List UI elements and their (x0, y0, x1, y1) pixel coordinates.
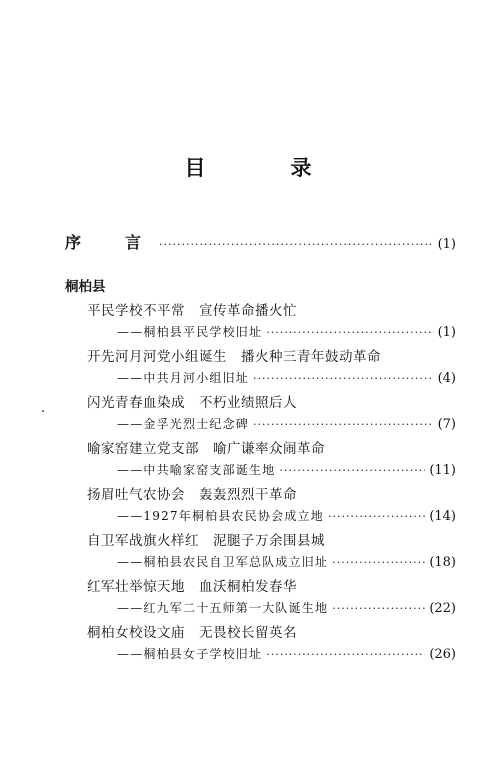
toc-entry-title[interactable]: 自卫军战旗火样红 泥腿子万余围县城 (87, 533, 325, 549)
leader-dots (332, 602, 425, 615)
toc-entry-row[interactable] (117, 323, 456, 345)
toc-entry-subtitle: ——中共喻家窑支部诞生地 (117, 463, 276, 477)
toc-entry-row[interactable] (117, 415, 456, 437)
leader-dots (328, 510, 425, 523)
leader-dots (266, 326, 433, 339)
toc-entry-subtitle: ——金孚光烈士纪念碑 (117, 417, 250, 431)
toc-entry-page: (11) (429, 463, 456, 478)
leader-dots (253, 418, 434, 431)
toc-entry-title[interactable]: 闪光青春血染成 不朽业绩照后人 (87, 395, 297, 411)
toc-entry-subtitle: ——桐柏县女子学校旧址 (117, 647, 263, 661)
toc-entry-page: (4) (437, 371, 456, 386)
toc-entry-title[interactable]: 扬眉吐气农协会 轰轰烈烈干革命 (87, 487, 297, 503)
toc-entry-page: (14) (429, 509, 456, 524)
toc-entry-row[interactable] (117, 507, 456, 529)
toc-entry-row[interactable] (117, 645, 456, 667)
toc-entry-subtitle: ——1927年桐柏县农民协会成立地 (117, 509, 324, 523)
toc-entry-row[interactable] (117, 461, 456, 483)
scan-mark (42, 410, 44, 412)
toc-entry-row[interactable] (117, 369, 456, 391)
toc-entry-page: (1) (437, 325, 456, 340)
toc-entry-subtitle: ——红九军二十五师第一大队诞生地 (117, 601, 329, 615)
toc-entry-title[interactable]: 开先河月河党小组诞生 播火种三青年鼓动革命 (87, 349, 381, 365)
toc-entry-title[interactable]: 喻家窑建立党支部 喻广谦率众闹革命 (87, 441, 325, 457)
toc-entry-page: (18) (429, 555, 456, 570)
toc-entry-subtitle: ——中共月河小组旧址 (117, 371, 250, 385)
toc-entry-subtitle: ——桐柏县农民自卫军总队成立旧址 (117, 555, 329, 569)
toc-entry-row[interactable] (117, 599, 456, 621)
toc-entry-page: (22) (429, 601, 456, 616)
toc-entry-subtitle: ——桐柏县平民学校旧址 (117, 325, 263, 339)
section-heading: 桐柏县 (65, 279, 106, 295)
toc-preface-row[interactable] (65, 230, 456, 252)
toc-entry-title[interactable]: 平民学校不平常 宣传革命播火忙 (87, 303, 297, 319)
leader-dots (253, 372, 434, 385)
toc-entry-title[interactable]: 红军壮举惊天地 血沃桐柏发春华 (87, 579, 297, 595)
preface-page: (1) (437, 237, 456, 252)
page-title: 目 录 (184, 155, 344, 180)
leader-dots (266, 648, 425, 661)
toc-entry-page: (26) (429, 647, 456, 662)
leader-dots (332, 556, 425, 569)
leader-dots (279, 464, 425, 477)
toc-entry-title[interactable]: 桐柏女校设文庙 无畏校长留英名 (87, 625, 297, 641)
leader-dots (159, 238, 434, 251)
preface-label: 序 言 (65, 233, 156, 252)
toc-entry-page: (7) (437, 417, 456, 432)
toc-entry-row[interactable] (117, 553, 456, 575)
